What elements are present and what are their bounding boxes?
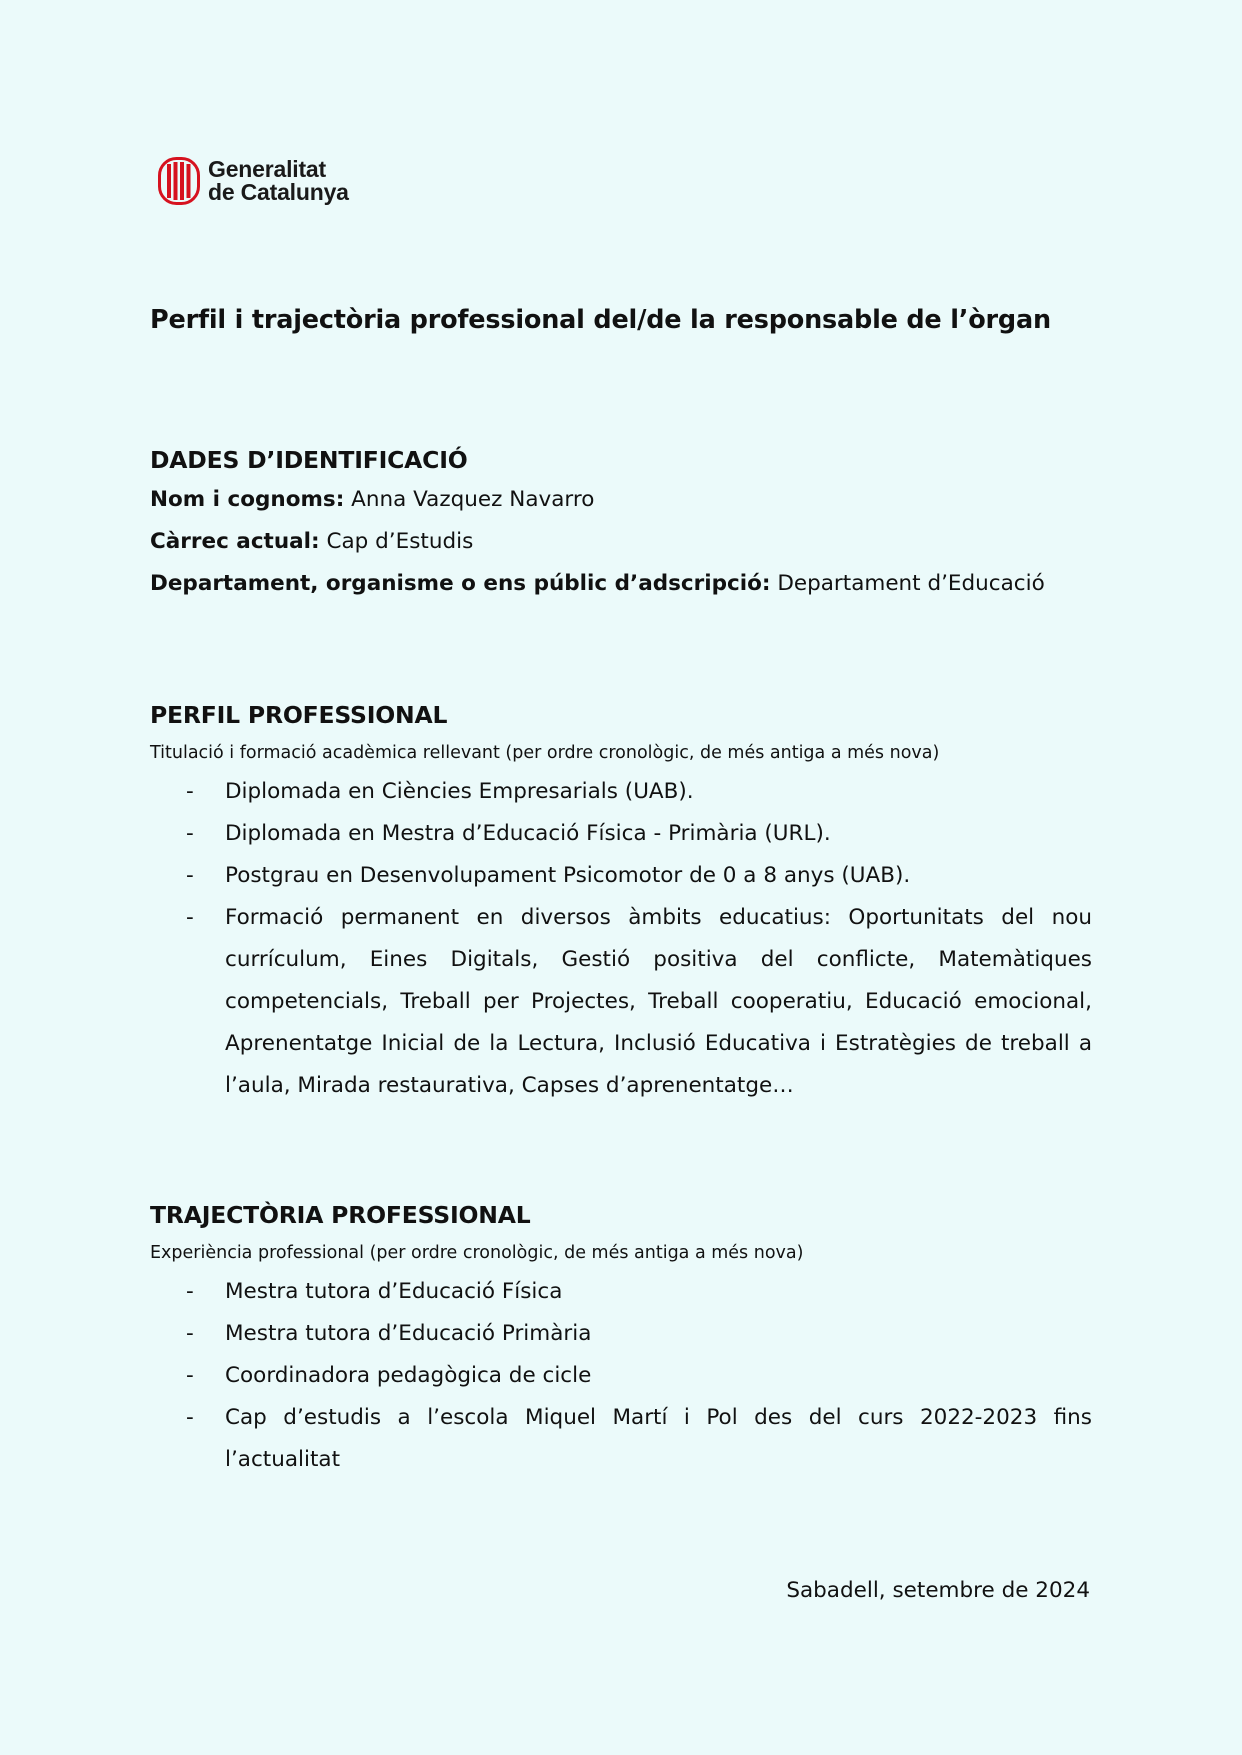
logo-line-1: Generalitat — [208, 156, 326, 182]
education-list — [150, 771, 1092, 1107]
dash-bullet: - — [186, 1405, 194, 1430]
list-item — [150, 1313, 1092, 1355]
profile-subheading: Titulació i formació acadèmica rellevant (per ordre cronològic, de més antiga a més nova) — [150, 743, 940, 763]
list-item-text: Cap d’estudis a l’escola Miquel Martí i Pol des del curs 2022-2023 fins l’actualitat — [225, 1405, 1092, 1472]
dash-bullet: - — [186, 821, 194, 846]
place-date-signoff: Sabadell, setembre de 2024 — [786, 1578, 1090, 1603]
list-item — [150, 855, 1092, 897]
list-item-text: Mestra tutora d’Educació Primària — [225, 1321, 592, 1346]
trajectory-subheading: Experiència professional (per ordre cronològic, de més antiga a més nova) — [150, 1243, 804, 1263]
identification-section — [150, 443, 1092, 605]
position-label: Càrrec actual: — [150, 529, 320, 554]
logo-wordmark — [208, 158, 349, 204]
profile-heading: PERFIL PROFESSIONAL — [150, 701, 448, 729]
list-item — [150, 771, 1092, 813]
department-value: Departament d’Educació — [777, 571, 1045, 596]
dash-bullet: - — [186, 1321, 194, 1346]
name-label: Nom i cognoms: — [150, 487, 345, 512]
dash-bullet: - — [186, 863, 194, 888]
list-item-text: Mestra tutora d’Educació Física — [225, 1279, 563, 1304]
department-label: Departament, organisme o ens públic d’adscripció: — [150, 571, 771, 596]
list-item-text: Formació permanent en diversos àmbits educatius: Oportunitats del nou currículum, Eines Digitals, Gestió positiva del conflicte, Matemàtiques competencials, Treball per Projectes, Treball cooperatiu, Educació emocional, Aprenentatge Inicial de la Lectura, Inclusió Educativa i Estratègies de treball a l’aula, Mirada restaurativa, Capses d’aprenentatge… — [225, 905, 1092, 1098]
name-field — [150, 479, 1092, 521]
dash-bullet: - — [186, 779, 194, 804]
logo-line-2: de Catalunya — [208, 179, 349, 205]
list-item — [150, 897, 1092, 1107]
dash-bullet: - — [186, 1363, 194, 1388]
experience-list — [150, 1271, 1092, 1481]
name-value: Anna Vazquez Navarro — [351, 487, 595, 512]
list-item — [150, 813, 1092, 855]
document-title: Perfil i trajectòria professional del/de la responsable de l’òrgan — [150, 305, 1051, 335]
department-field — [150, 563, 1092, 605]
list-item-text: Postgrau en Desenvolupament Psicomotor de 0 a 8 anys (UAB). — [225, 863, 911, 888]
profile-section — [150, 698, 1092, 1107]
position-field — [150, 521, 1092, 563]
trajectory-heading: TRAJECTÒRIA PROFESSIONAL — [150, 1201, 531, 1229]
dash-bullet: - — [186, 905, 194, 930]
dash-bullet: - — [186, 1279, 194, 1304]
list-item — [150, 1271, 1092, 1313]
list-item — [150, 1355, 1092, 1397]
list-item-text: Diplomada en Mestra d’Educació Física - Primària (URL). — [225, 821, 831, 846]
list-item-text: Diplomada en Ciències Empresarials (UAB). — [225, 779, 694, 804]
position-value: Cap d’Estudis — [326, 529, 474, 554]
list-item-text: Coordinadora pedagògica de cicle — [225, 1363, 592, 1388]
generalitat-emblem-icon — [158, 157, 200, 205]
identification-heading: DADES D’IDENTIFICACIÓ — [150, 446, 468, 474]
generalitat-logo — [158, 157, 349, 205]
trajectory-section — [150, 1198, 1092, 1481]
list-item — [150, 1397, 1092, 1481]
